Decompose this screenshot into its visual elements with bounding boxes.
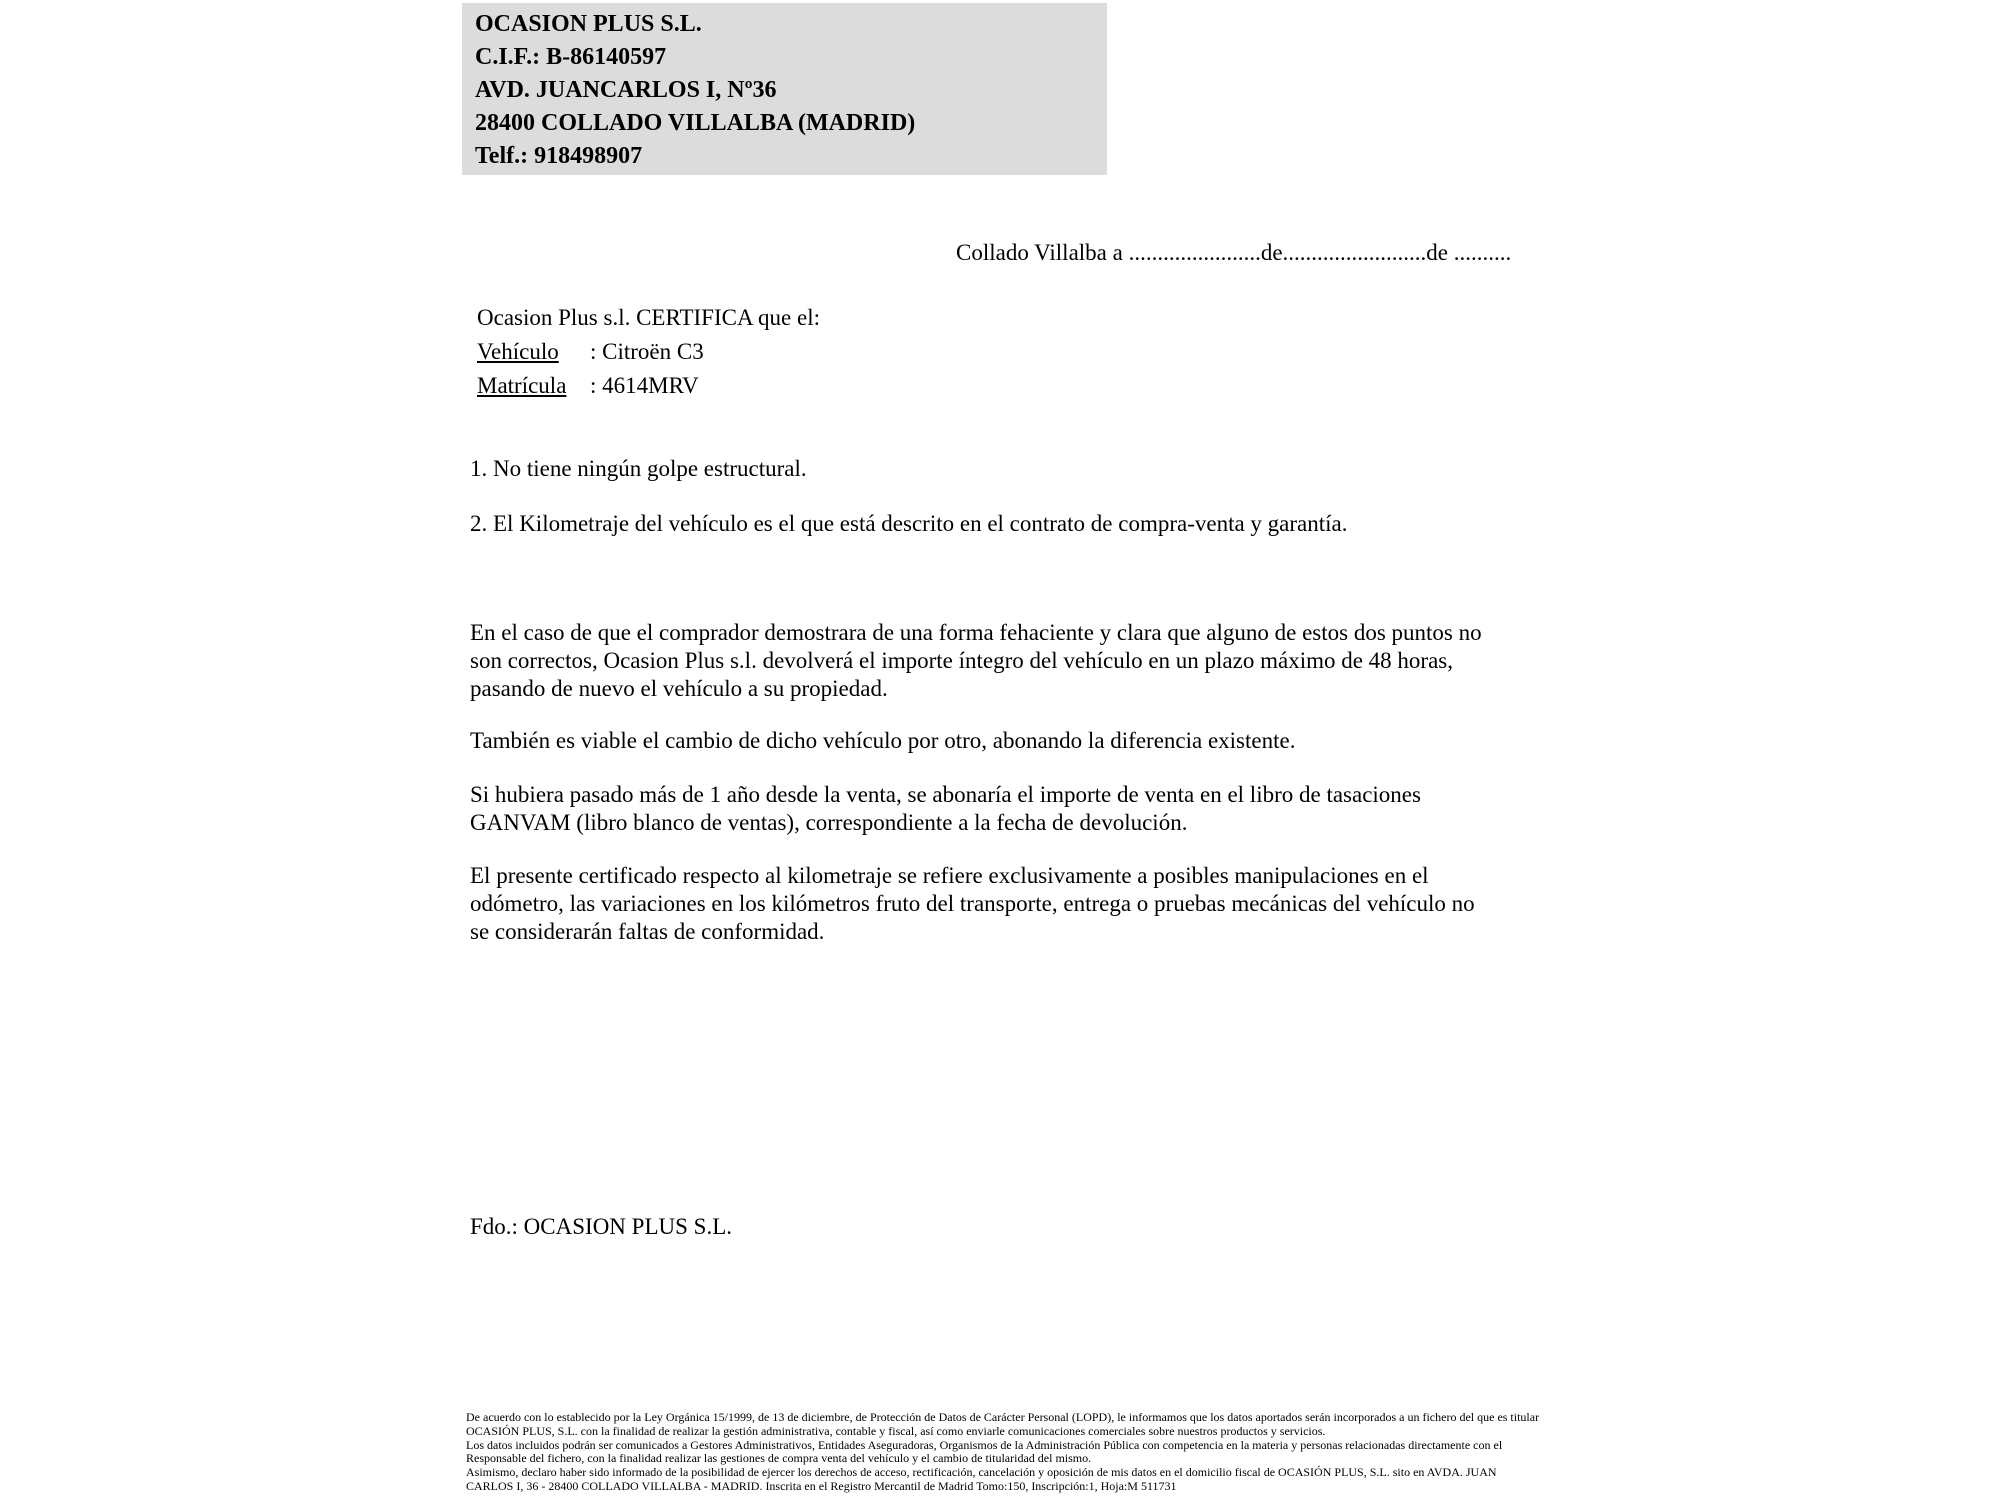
paragraph-ganvam-line: Si hubiera pasado más de 1 año desde la venta, se abonaría el importe de venta en el libro de tasaciones [470, 782, 1421, 807]
certification-intro: Ocasion Plus s.l. CERTIFICA que el: [477, 305, 820, 330]
paragraph-refund-line: pasando de nuevo el vehículo a su propiedad. [470, 676, 888, 701]
legal-footer-line: OCASIÓN PLUS, S.L. con la finalidad de realizar la gestión administrativa, contable y fiscal, así como enviarle comunicaciones comerciales sobre nuestros productos y servicios. [466, 1423, 1326, 1438]
plate-row [477, 369, 820, 403]
clause-structural-damage: 1. No tiene ningún golpe estructural. [470, 456, 807, 481]
paragraph-exchange [470, 727, 1295, 755]
vehicle-value: : Citroën C3 [590, 339, 704, 364]
paragraph-ganvam [470, 781, 1421, 837]
plate-label: Matrícula [477, 373, 567, 398]
clause-mileage: 2. El Kilometraje del vehículo es el que está descrito en el contrato de compra-venta y garantía. [470, 511, 1348, 536]
legal-footer [466, 1411, 1539, 1494]
legal-footer-line: Asimismo, declaro haber sido informado de la posibilidad de ejercer los derechos de acceso, rectificación, cancelación y oposición de mis datos en el domicilio fiscal de OCASIÓN PLUS, S.L. sito en AVDA. JUAN [466, 1465, 1497, 1480]
paragraph-odometer [470, 862, 1475, 946]
plate-value: : 4614MRV [590, 373, 699, 398]
paragraph-ganvam-line: GANVAM (libro blanco de ventas), correspondiente a la fecha de devolución. [470, 810, 1188, 835]
legal-footer-line: Los datos incluidos podrán ser comunicados a Gestores Administrativos, Entidades Aseguradoras, Organismos de la Administración Pública con competencia en la materia y personas relacionadas directamente con el [466, 1437, 1503, 1452]
paragraph-refund-line: son correctos, Ocasion Plus s.l. devolverá el importe íntegro del vehículo en un plazo máximo de 48 horas, [470, 648, 1454, 673]
paragraph-refund-line: En el caso de que el comprador demostrara de una forma fehaciente y clara que alguno de estos dos puntos no [470, 620, 1482, 645]
paragraph-exchange-line: También es viable el cambio de dicho vehículo por otro, abonando la diferencia existente. [470, 728, 1296, 753]
company-city: 28400 COLLADO VILLALBA (MADRID) [475, 110, 916, 136]
date-line: Collado Villalba a .......................de.........................de .......... [956, 240, 1512, 265]
company-header-box [462, 3, 1107, 175]
paragraph-odometer-line: odómetro, las variaciones en los kilómetros fruto del transporte, entrega o pruebas mecánicas del vehículo no [470, 891, 1475, 916]
paragraph-odometer-line: se considerarán faltas de conformidad. [470, 919, 825, 944]
company-phone: Telf.: 918498907 [475, 143, 643, 169]
paragraph-odometer-line: El presente certificado respecto al kilometraje se refiere exclusivamente a posibles manipulaciones en el [470, 863, 1429, 888]
signature-line: Fdo.: OCASION PLUS S.L. [470, 1214, 732, 1239]
company-name: OCASION PLUS S.L. [475, 11, 702, 37]
legal-footer-line: CARLOS I, 36 - 28400 COLLADO VILLALBA - MADRID. Inscrita en el Registro Mercantil de Madrid Tomo:150, Inscripción:1, Hoja:M 511731 [466, 1478, 1177, 1493]
company-address: AVD. JUANCARLOS I, Nº36 [475, 77, 777, 103]
vehicle-label: Vehículo [477, 339, 559, 364]
legal-footer-line: Responsable del fichero, con la finalidad realizar las gestiones de compra venta del vehículo y el cambio de titularidad del mismo. [466, 1451, 1092, 1466]
certification-block [477, 301, 820, 403]
paragraph-refund [470, 619, 1482, 703]
company-cif: C.I.F.: B-86140597 [475, 44, 667, 70]
legal-footer-line: De acuerdo con lo establecido por la Ley Orgánica 15/1999, de 13 de diciembre, de Protección de Datos de Carácter Personal (LOPD), le informamos que los datos aportados serán incorporados a un fichero del que es titular [466, 1410, 1540, 1424]
vehicle-row [477, 335, 820, 369]
